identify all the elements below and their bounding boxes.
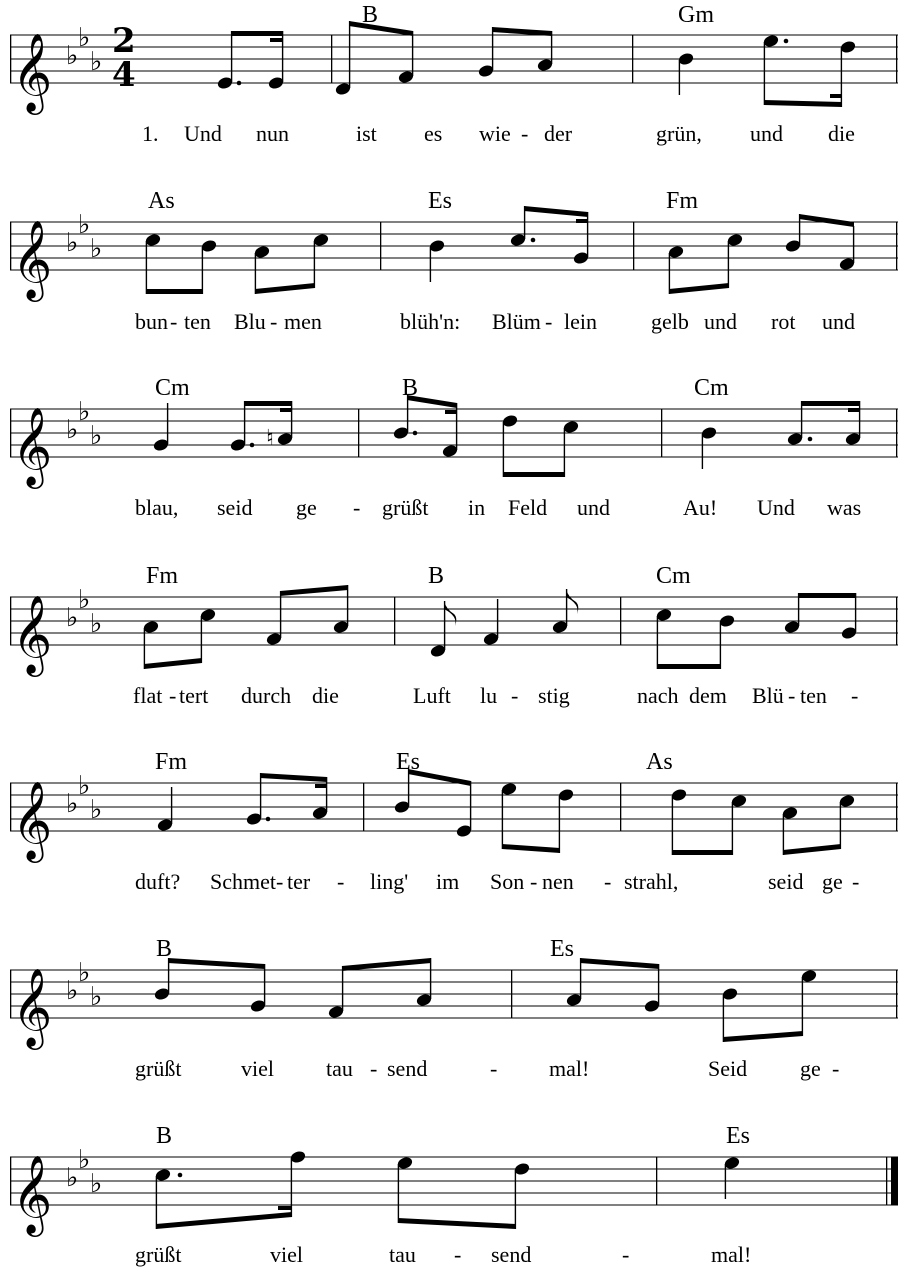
- lyric-syllable: grüßt: [382, 495, 429, 520]
- lyric-syllable: die: [828, 121, 855, 146]
- treble-clef-glyph: 𝄞: [12, 220, 53, 299]
- chord-symbol: Cm: [656, 563, 691, 589]
- note-beam: [280, 408, 292, 412]
- lyric-syllable: mal!: [549, 1056, 590, 1081]
- flat-sign: ♭: [66, 41, 79, 71]
- lyric-syllable: der: [544, 121, 573, 146]
- barline: [358, 409, 359, 457]
- lyric-syllable: Und: [757, 495, 795, 520]
- note-beam: [255, 283, 315, 294]
- lyric-syllable: seid: [217, 495, 253, 520]
- chord-symbol: Fm: [146, 563, 179, 589]
- lyric-syllable: Au!: [683, 495, 718, 520]
- note-beam: [669, 283, 729, 294]
- lyric-syllable: Blu: [234, 309, 266, 334]
- lyric-syllable: Schmet: [210, 869, 276, 894]
- lyric-syllable: ge: [800, 1056, 821, 1081]
- note-beam: [270, 38, 283, 42]
- lyric-syllable: tau: [389, 1242, 416, 1267]
- lyric-syllable: rot: [771, 309, 796, 334]
- lyric-syllable: stig: [538, 683, 570, 708]
- chord-symbol: B: [428, 563, 445, 589]
- lyric-hyphen: -: [622, 1242, 630, 1267]
- lyric-syllable: ist: [356, 121, 377, 146]
- lyric-syllable: nun: [256, 121, 289, 146]
- lyric-syllable: und: [704, 309, 737, 334]
- chord-symbol: B: [362, 2, 379, 28]
- barline: [633, 222, 634, 270]
- augmentation-dot: [250, 443, 255, 448]
- lyric-hyphen: -: [852, 869, 860, 894]
- augmentation-dot: [784, 39, 789, 44]
- augmentation-dot: [266, 817, 271, 822]
- flat-sign: ♭: [90, 1169, 103, 1199]
- treble-clef-icon: [12, 781, 52, 863]
- note-beam: [146, 289, 203, 294]
- lyric-hyphen: -: [604, 869, 612, 894]
- lyric-syllable: ter: [287, 869, 311, 894]
- lyric-syllable: grüßt: [135, 1242, 182, 1267]
- note-beam: [576, 219, 588, 223]
- note-beam: [280, 585, 348, 596]
- note-beam: [580, 958, 659, 969]
- lyric-syllable: und: [750, 121, 783, 146]
- flat-sign: ♭: [66, 1163, 79, 1193]
- note-beam: [144, 658, 202, 669]
- note-beam: [798, 593, 856, 598]
- lyric-syllable: nach: [637, 683, 679, 708]
- lyric-syllable: ten: [800, 683, 827, 708]
- lyric-syllable: blüh'n:: [400, 309, 461, 334]
- lyric-verse-number: 1.: [142, 121, 159, 146]
- lyric-syllable: es: [424, 121, 443, 146]
- flat-sign: ♭: [66, 789, 79, 819]
- note-beam: [231, 31, 283, 36]
- treble-clef-icon: [12, 968, 52, 1050]
- note-beam: [156, 1212, 292, 1229]
- lyric-syllable: tert: [179, 683, 209, 708]
- barline: [331, 35, 332, 83]
- lyric-hyphen: -: [490, 1056, 498, 1081]
- staff-lines-layer: [10, 23, 898, 1237]
- chord-symbol: Es: [396, 749, 420, 775]
- barline: [896, 783, 897, 831]
- lyric-syllable: strahl,: [624, 869, 679, 894]
- lyric-syllable: ling': [370, 869, 409, 894]
- note-beam: [848, 408, 860, 412]
- chord-symbol: As: [148, 188, 175, 214]
- lyric-syllable: grün,: [656, 121, 702, 146]
- note-beam: [801, 401, 860, 406]
- lyric-syllable: dem: [689, 683, 727, 708]
- lyric-syllable: lein: [564, 309, 597, 334]
- chord-symbol: As: [646, 749, 673, 775]
- augmentation-dot: [178, 1173, 183, 1178]
- lyric-syllable: Luft: [413, 683, 451, 708]
- note-beam: [502, 844, 560, 853]
- lyric-hyphen: -: [353, 495, 361, 520]
- flat-sign: ♭: [90, 234, 103, 264]
- chord-symbol: Es: [726, 1123, 750, 1149]
- flat-sign: ♭: [78, 397, 91, 427]
- note-beam: [783, 844, 841, 855]
- chord-symbol: Cm: [155, 375, 190, 401]
- note-beam: [830, 94, 842, 98]
- lyric-syllable: ge: [296, 495, 317, 520]
- flat-sign: ♭: [90, 795, 103, 825]
- augmentation-dot: [237, 81, 242, 86]
- chord-symbol: Es: [550, 936, 574, 962]
- time-signature: [112, 21, 136, 95]
- note-beam: [799, 214, 854, 227]
- note-beam: [503, 472, 565, 477]
- note-beam: [168, 958, 265, 969]
- flat-sign: ♭: [66, 228, 79, 258]
- chord-symbol: B: [156, 1123, 173, 1149]
- time-signature-top: 2: [112, 21, 136, 61]
- lyric-syllable: die: [312, 683, 339, 708]
- note-beam: [244, 401, 292, 406]
- barline: [511, 970, 512, 1018]
- lyric-syllable: bun: [135, 309, 168, 334]
- augmentation-dot: [808, 437, 813, 442]
- flat-sign: ♭: [78, 23, 91, 53]
- chord-symbols: [146, 2, 750, 1149]
- flat-sign: ♭: [66, 603, 79, 633]
- note-beam: [657, 664, 721, 669]
- lyric-hyphen: -: [170, 309, 178, 334]
- lyric-syllable: Blüm: [492, 309, 541, 334]
- note-beam: [764, 100, 842, 107]
- flat-sign: ♭: [90, 982, 103, 1012]
- lyric-syllable: Blü: [752, 683, 784, 708]
- barline: [394, 597, 395, 645]
- lyric-hyphen: -: [545, 309, 553, 334]
- barline: [632, 35, 633, 83]
- flat-sign: ♭: [66, 415, 79, 445]
- lyric-syllable: und: [577, 495, 610, 520]
- barline: [896, 409, 897, 457]
- lyric-syllable: durch: [241, 683, 292, 708]
- time-signature-bottom: 4: [112, 55, 136, 95]
- lyric-hyphen: -: [337, 869, 345, 894]
- lyric-hyphen: -: [521, 121, 529, 146]
- note-beam: [342, 958, 431, 971]
- treble-clef-glyph: 𝄞: [12, 968, 53, 1047]
- note-beam: [672, 850, 733, 855]
- lyric-syllable: lu: [480, 683, 498, 708]
- barline: [661, 409, 662, 457]
- treble-clef-glyph: 𝄞: [12, 1155, 53, 1234]
- lyric-hyphen: -: [370, 1056, 378, 1081]
- note-beam: [398, 1218, 516, 1229]
- barline: [896, 970, 897, 1018]
- note-beam: [524, 206, 588, 217]
- flat-sign: ♭: [90, 609, 103, 639]
- lyric-syllable: duft?: [135, 869, 181, 894]
- note-beam: [315, 784, 327, 788]
- lyric-syllable: flat: [133, 683, 163, 708]
- lyric-hyphen: -: [530, 869, 538, 894]
- lyric-hyphen: -: [851, 683, 859, 708]
- lyric-syllable: mal!: [711, 1242, 752, 1267]
- natural-sign: ♮: [266, 426, 274, 451]
- note-beam: [349, 21, 413, 36]
- barline: [896, 597, 897, 645]
- flat-sign: ♭: [78, 210, 91, 240]
- chord-symbol: Fm: [666, 188, 699, 214]
- lyric-syllable: Son: [490, 869, 525, 894]
- notes-layer: [142, 21, 898, 1229]
- treble-clef-glyph: 𝄞: [12, 595, 53, 674]
- augmentation-dot: [531, 238, 536, 243]
- lyric-syllable: nen: [542, 869, 574, 894]
- chord-symbol: B: [402, 375, 419, 401]
- treble-clef-icon: [12, 1155, 52, 1237]
- chord-symbol: B: [156, 936, 173, 962]
- flat-sign: ♭: [78, 771, 91, 801]
- lyric-hyphen: -: [832, 1056, 840, 1081]
- lyric-hyphen: -: [788, 683, 796, 708]
- note-flag: [444, 601, 456, 626]
- barline: [656, 1157, 657, 1205]
- chord-symbol: Fm: [155, 749, 188, 775]
- lyric-hyphen: -: [511, 683, 519, 708]
- lyric-hyphen: -: [454, 1242, 462, 1267]
- note-beam: [260, 773, 327, 782]
- lyric-syllable: was: [827, 495, 862, 520]
- lyric-syllable: im: [436, 869, 460, 894]
- treble-clef-icon: [12, 407, 52, 489]
- lyric-syllable: wie: [479, 121, 511, 146]
- note-beam: [723, 1031, 803, 1042]
- barline: [620, 597, 621, 645]
- flat-sign: ♭: [66, 976, 79, 1006]
- flat-sign: ♭: [78, 1145, 91, 1175]
- final-barline: [891, 1157, 898, 1205]
- lyric-syllable: viel: [241, 1056, 274, 1081]
- chord-symbol: Gm: [678, 2, 714, 28]
- note-beam: [278, 1206, 292, 1210]
- lyric-hyphen: -: [169, 683, 177, 708]
- flat-sign: ♭: [78, 958, 91, 988]
- lyric-hyphen: -: [276, 869, 284, 894]
- treble-clef-icon: [12, 220, 52, 302]
- lyrics: [133, 121, 861, 1267]
- lyric-syllable: send: [491, 1242, 532, 1267]
- lyric-syllable: seid: [768, 869, 804, 894]
- lyric-syllable: in: [468, 495, 486, 520]
- lyric-syllable: Feld: [508, 495, 548, 520]
- chord-symbol: Es: [428, 188, 452, 214]
- lyric-hyphen: -: [270, 309, 278, 334]
- barline: [896, 35, 897, 83]
- lyric-syllable: Seid: [708, 1056, 748, 1081]
- treble-clef-glyph: 𝄞: [12, 781, 53, 860]
- lyric-syllable: ten: [184, 309, 211, 334]
- lyric-syllable: tau: [326, 1056, 353, 1081]
- lyric-syllable: viel: [270, 1242, 303, 1267]
- treble-clef-glyph: 𝄞: [12, 407, 53, 486]
- barline: [380, 222, 381, 270]
- lyric-syllable: men: [284, 309, 322, 334]
- treble-clef-glyph: 𝄞: [12, 33, 53, 112]
- treble-clef-icon: [12, 33, 52, 115]
- lyric-syllable: gelb: [651, 309, 689, 334]
- lyric-syllable: blau,: [135, 495, 179, 520]
- lyric-syllable: ge: [822, 869, 843, 894]
- lyric-syllable: send: [387, 1056, 428, 1081]
- treble-clef-icon: [12, 595, 52, 677]
- flat-sign: ♭: [78, 585, 91, 615]
- chord-symbol: Cm: [694, 375, 729, 401]
- augmentation-dot: [413, 431, 418, 436]
- flat-sign: ♭: [90, 47, 103, 77]
- lyric-syllable: grüßt: [135, 1056, 182, 1081]
- barline: [886, 1157, 887, 1205]
- note-flag: [566, 589, 578, 614]
- barline: [620, 783, 621, 831]
- flat-sign: ♭: [90, 421, 103, 451]
- barline: [363, 783, 364, 831]
- note-beam: [445, 410, 457, 414]
- lyric-syllable: und: [822, 309, 855, 334]
- barline: [896, 222, 897, 270]
- lyric-syllable: Und: [184, 121, 222, 146]
